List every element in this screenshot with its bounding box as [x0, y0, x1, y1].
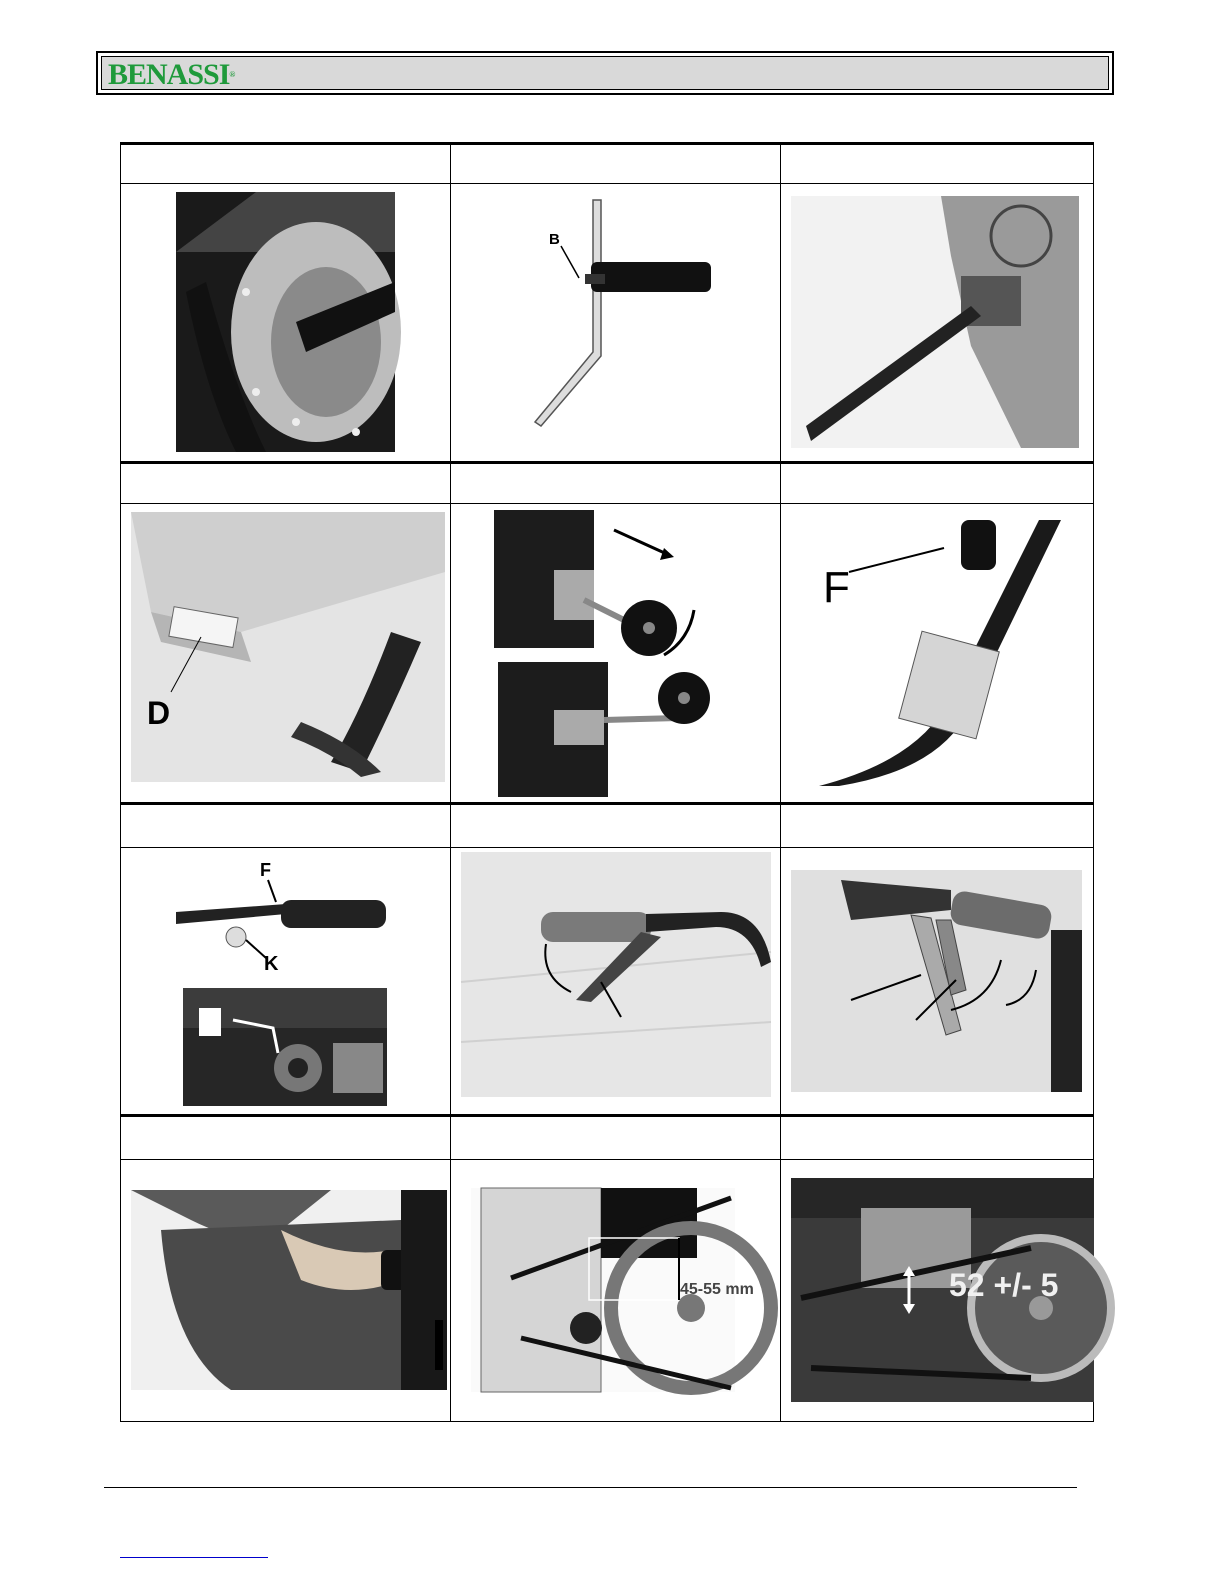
- drag-bar-illustration: [791, 196, 1079, 448]
- handle-switch-photo: [176, 852, 396, 974]
- brand-logo: [108, 60, 234, 90]
- throttle-control-illustration: [819, 520, 1061, 786]
- grid-image-row-1: [121, 184, 1094, 463]
- caption-cell-4-1: [121, 1116, 451, 1160]
- image-cell-3-1: [121, 848, 451, 1116]
- image-cell-1-1: [121, 184, 451, 463]
- label-f-throttle: F: [823, 563, 850, 612]
- caption-cell-1-1: [121, 144, 451, 184]
- footer-rule: [104, 1487, 1077, 1488]
- caption-cell-1-3: [781, 144, 1094, 184]
- label-k: K: [264, 953, 279, 975]
- belt-cover-illustration: [131, 1190, 447, 1390]
- caption-cell-4-2: [451, 1116, 781, 1160]
- serial-plate-photo: [131, 512, 445, 782]
- lever-positions-photo: [791, 870, 1082, 1092]
- grid-image-row-4: [121, 1160, 1094, 1422]
- image-cell-1-3: [781, 184, 1094, 463]
- drag-bar-photo: [791, 196, 1079, 448]
- clutch-lever-illustration: [461, 852, 771, 1097]
- caption-cell-1-2: [451, 144, 781, 184]
- caption-cell-4-3: [781, 1116, 1094, 1160]
- grid-caption-row-3: [121, 804, 1094, 848]
- image-cell-2-2: [451, 504, 781, 804]
- grid-image-row-3: [121, 848, 1094, 1116]
- caption-cell-2-1: [121, 463, 451, 504]
- image-cell-4-2: [451, 1160, 781, 1422]
- image-cell-4-3: [781, 1160, 1094, 1422]
- depth-bar-photo: [521, 196, 711, 448]
- caption-cell-3-2: [451, 804, 781, 848]
- throttle-control-photo: [819, 520, 1061, 786]
- depth-bar-illustration: [521, 196, 711, 448]
- caption-cell-2-3: [781, 463, 1094, 504]
- brand-name: BENASSI: [108, 58, 230, 91]
- image-cell-3-2: [451, 848, 781, 1116]
- grid-caption-row-2: [121, 463, 1094, 504]
- brand-registered-mark: ®: [229, 70, 235, 79]
- fuel-tap-photo: [183, 988, 387, 1106]
- caption-cell-3-1: [121, 804, 451, 848]
- label-b: B: [549, 231, 560, 248]
- lever-positions-illustration: [791, 870, 1082, 1092]
- label-d: D: [147, 695, 171, 731]
- image-cell-2-1: [121, 504, 451, 804]
- image-cell-2-3: [781, 504, 1094, 804]
- belt-deflection-photo: [791, 1178, 1094, 1402]
- belt-cover-photo: [131, 1190, 447, 1390]
- grid-caption-row-4: [121, 1116, 1094, 1160]
- label-f-handle: F: [260, 860, 271, 880]
- belt-deflection-illustration: [791, 1178, 1094, 1402]
- grid-caption-row-1: [121, 144, 1094, 184]
- handle-switch-illustration: [176, 852, 396, 974]
- caption-cell-2-2: [451, 463, 781, 504]
- clutch-lever-photo: [461, 852, 771, 1097]
- transport-wheel-photo: [494, 510, 734, 800]
- header-banner-inner: [101, 56, 1109, 90]
- image-cell-3-3: [781, 848, 1094, 1116]
- belt-tension-photo: [471, 1188, 754, 1392]
- belt-tension-measure: 45-55 mm: [680, 1281, 754, 1298]
- belt-tension-illustration: [471, 1188, 754, 1392]
- footer-link-underline[interactable]: [120, 1557, 268, 1558]
- tine-hub-illustration: [176, 192, 395, 452]
- tine-hub-photo: [176, 192, 395, 452]
- grid-image-row-2: [121, 504, 1094, 804]
- image-cell-4-1: [121, 1160, 451, 1422]
- belt-deflection-measure: 52 +/- 5: [949, 1267, 1059, 1303]
- transport-wheel-illustration: [494, 510, 734, 800]
- figure-grid: [120, 142, 1094, 1422]
- header-banner: [96, 51, 1114, 95]
- caption-cell-3-3: [781, 804, 1094, 848]
- image-cell-1-2: [451, 184, 781, 463]
- fuel-tap-illustration: [183, 988, 387, 1106]
- serial-plate-illustration: [131, 512, 445, 782]
